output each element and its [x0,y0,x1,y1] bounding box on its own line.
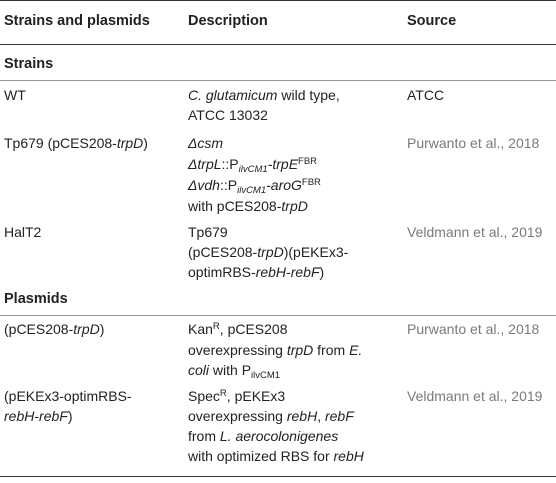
row-tp679-desc-line4: with pCES208-trpD [188,198,308,214]
row-wt-desc-line2: ATCC 13032 [188,107,268,123]
table-top-rule [0,0,556,1]
row-pekex3-name-line2: rebH-rebF) [4,408,73,424]
row-tp679-source[interactable]: Purwanto et al., 2018 [407,135,540,151]
row-wt-desc-line1: C. glutamicum wild type, [188,87,340,103]
row-wt-source: ATCC [407,87,445,103]
header-strains-and-plasmids: Strains and plasmids [4,13,150,29]
row-pces208-desc-line1: Kan$^R$, pCES208 [188,321,288,337]
row-pekex3-desc-line4: with optimized RBS for rebH [188,448,364,464]
header-description: Description [188,13,268,29]
row-wt-name: WT [4,87,26,103]
table-bottom-rule [0,476,556,477]
row-pekex3-desc-line3: from L. aerocolonigenes [188,428,339,444]
row-pekex3-desc-line2: overexpressing rebH, rebF [188,408,354,424]
row-tp679-desc-line2: $\Delta trpL::P_{ilvCM1}-trpE^{FBR}$ [188,156,318,175]
row-pekex3-desc-line1: Spec$^R$, pEKEx3 [188,388,286,404]
row-halt2-source[interactable]: Veldmann et al., 2019 [407,224,543,240]
row-tp679-desc-line1: Δcsm [188,135,224,151]
row-halt2-name: HalT2 [4,224,42,240]
section-plasmids: Plasmids [4,291,68,307]
row-tp679-name: Tp679 (pCES208-trpD) [4,135,148,151]
row-tp679-desc-line3: $\Delta vdh::P_{ilvCM1}-aroG^{FBR}$ [188,177,321,196]
header-source: Source [407,13,457,29]
header-rule [0,44,556,45]
row-halt2-desc-line3: optimRBS-rebH-rebF) [188,264,325,280]
section-strains: Strains [4,56,54,72]
section-strains-rule [0,80,556,81]
row-pces208-desc-line3: coli with $P_{ilvCM1}$ [188,362,281,381]
row-pekex3-source[interactable]: Veldmann et al., 2019 [407,388,543,404]
row-pekex3-name-line1: (pEKEx3-optimRBS- [4,388,132,404]
row-pces208-source[interactable]: Purwanto et al., 2018 [407,321,540,337]
row-pces208-name: (pCES208-trpD) [4,321,105,337]
row-halt2-desc-line2: (pCES208-trpD)(pEKEx3- [188,244,349,260]
section-plasmids-rule [0,315,556,316]
row-halt2-desc-line1: Tp679 [188,224,228,240]
row-pces208-desc-line2: overexpressing trpD from E. [188,342,363,358]
